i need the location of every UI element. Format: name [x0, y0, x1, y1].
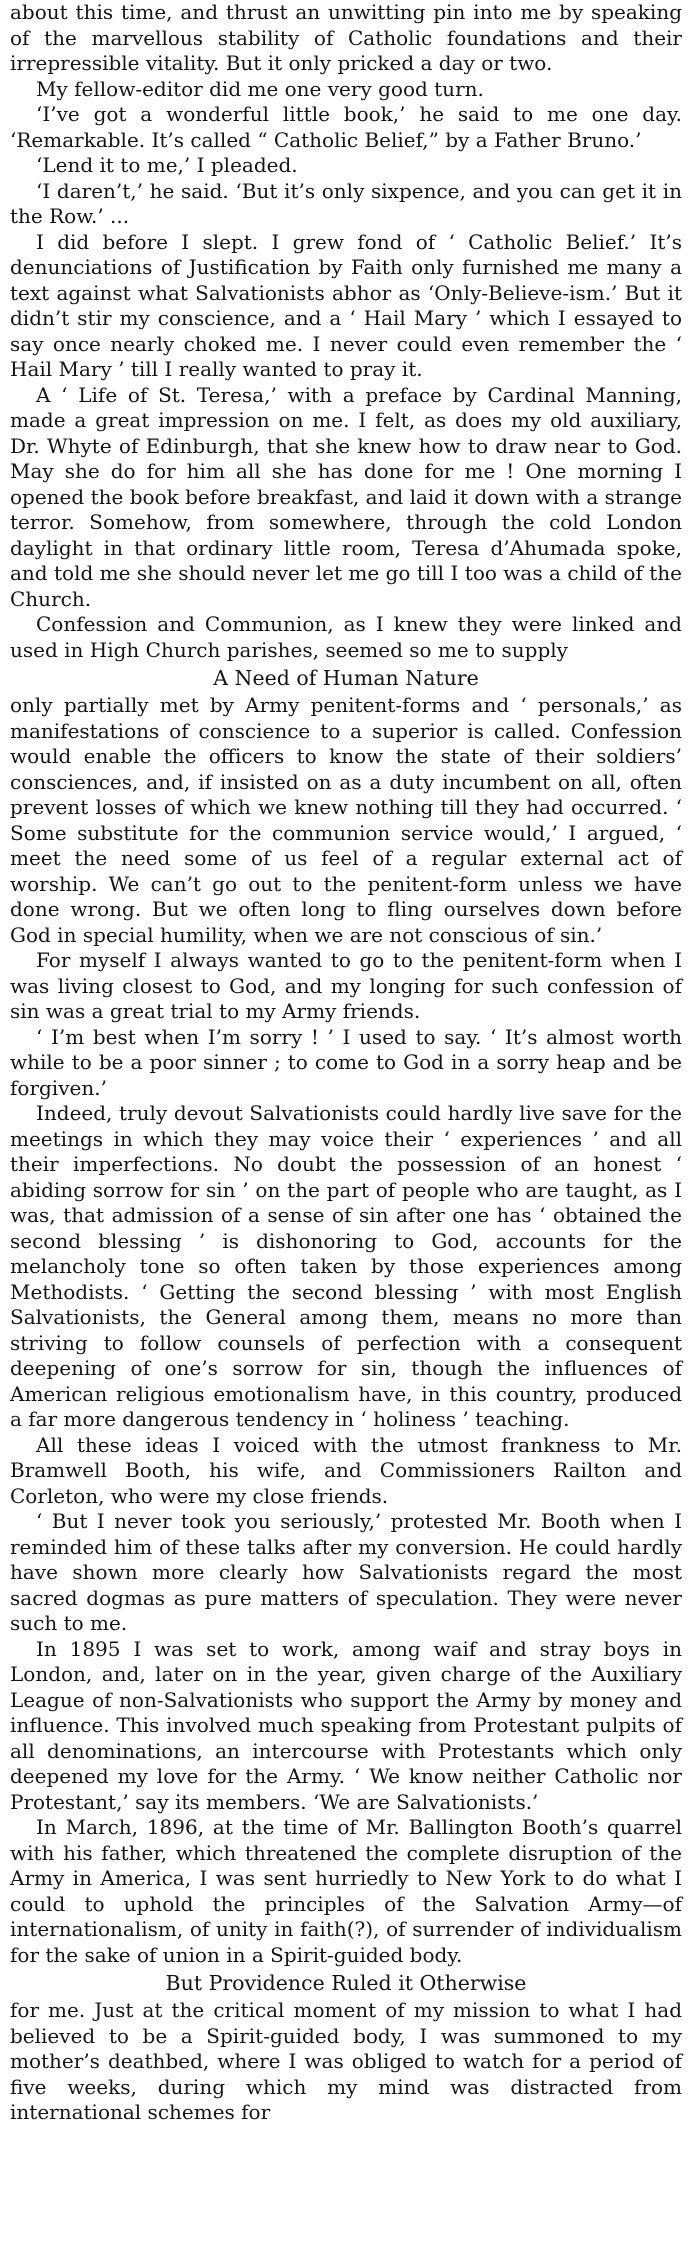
paragraph: Indeed, truly devout Salvationists could hardly live save for the meetings in which they may voice their ‘ experiences ’ and all their imperfections. No doubt the possession of an honest ‘ abiding sorrow for sin ’ on the part of people who are taught, as I was, that admission of a sense of sin after one has ‘ obtained the second blessing ’ is dishonoring to God, accounts for the melancholy tone so often taken by those experiences among Methodists. ‘ Getting the second blessing ’ with most English Salvationists, the General among them, means no more than striving to follow counsels of perfection with a consequent deepening of one’s sorrow for sin, though the influences of American religious emotionalism have, in this country, produced a far more dangerous tendency in ‘ holiness ’ teaching. — [10, 1101, 682, 1431]
paragraph: ‘ I’m best when I’m sorry ! ’ I used to say. ‘ It’s almost worth while to be a poor sinner ; to come to God in a sorry heap and be forgiven.’ — [10, 1024, 682, 1100]
paragraph: All these ideas I voiced with the utmost frankness to Mr. Bramwell Booth, his wife, and Commissioners Railton and Corleton, who were my close friends. — [10, 1432, 682, 1508]
section-heading: But Providence Ruled it Otherwise — [165, 1971, 527, 1995]
section-heading: A Need of Human Nature — [213, 666, 479, 690]
paragraph: ‘I daren’t,’ he said. ‘But it’s only sixpence, and you can get it in the Row.’ ... — [10, 178, 682, 228]
article-column — [10, 0, 682, 2126]
paragraph: ‘ But I never took you seriously,’ protested Mr. Booth when I reminded him of these talks after my conversion. He could hardly have shown more clearly how Salvationists regard the most sacred dogmas as pure matters of speculation. They were never such to me. — [10, 1509, 682, 1635]
paragraph: I did before I slept. I grew fond of ‘ Catholic Belief.’ It’s denunciations of Justification by Faith only furnished me many a text against what Salvationists abhor as ‘Only-Believe-ism.’ But it didn’t stir my conscience, and a ‘ Hail Mary ’ which I essayed to say once nearly choked me. I never could even remember the ‘ Hail Mary ’ till I really wanted to pray it. — [10, 229, 682, 381]
paragraph: In March, 1896, at the time of Mr. Ballington Booth’s quarrel with his father, which threatened the complete disruption of the Army in America, I was sent hurriedly to New York to do what I could to uphold the principles of the Salvation Army—of internationalism, of unity in faith(?), of surrender of individualism for the sake of union in a Spirit-guided body. — [10, 1815, 682, 1967]
paragraph: for me. Just at the critical moment of my mission to what I had believed to be a Spirit-guided body, I was summoned to my mother’s deathbed, where I was obliged to watch for a period of five weeks, during which my mind was distracted from international schemes for — [10, 1998, 682, 2124]
paragraph: about this time, and thrust an unwitting pin into me by speaking of the marvellous stability of Catholic foundations and their irrepressible vitality. But it only pricked a day or two. — [10, 0, 682, 75]
paragraph: ‘Lend it to me,’ I pleaded. — [36, 153, 298, 177]
paragraph: My fellow-editor did me one very good turn. — [36, 76, 484, 101]
paragraph: only partially met by Army penitent-forms and ‘ personals,’ as manifestations of conscience to a superior is called. Confession would enable the officers to know the state of their soldiers’ consciences, and, if insisted on as a duty incumbent on all, often prevent losses of which we knew nothing till they had occurred. ‘ Some substitute for the communion service would,’ I argued, ‘ meet the need some of us feel of a regular external act of worship. We can’t go out to the penitent-form unless we have done wrong. But we often long to fling ourselves down before God in special humility, when we are not conscious of sin.’ — [10, 693, 682, 947]
paragraph: Confession and Communion, as I knew they were linked and used in High Church parishes, seemed so me to supply — [10, 612, 682, 662]
paragraph: For myself I always wanted to go to the penitent-form when I was living closest to God, and my longing for such confession of sin was a great trial to my Army friends. — [10, 948, 682, 1023]
paragraph: ‘I’ve got a wonderful little book,’ he said to me one day. ‘Remarkable. It’s called “ Catholic Belief,” by a Father Bruno.’ — [10, 102, 682, 152]
paragraph: A ‘ Life of St. Teresa,’ with a preface by Cardinal Manning, made a great impression on me. I felt, as does my old auxiliary, Dr. Whyte of Edinburgh, that she knew how to draw near to God. May she do for him all she has done for me ! One morning I opened the book before breakfast, and laid it down with a strange terror. Somehow, from somewhere, through the cold London daylight in that ordinary little room, Teresa d’Ahumada spoke, and told me she should never let me go till I too was a child of the Church. — [10, 382, 682, 611]
paragraph: In 1895 I was set to work, among waif and stray boys in London, and, later on in the year, given charge of the Auxiliary League of non-Salvationists who support the Army by money and influence. This involved much speaking from Protestant pulpits of all denominations, an intercourse with Protestants which only deepened my love for the Army. ‘ We know neither Catholic nor Protestant,’ say its members. ‘We are Salvationists.’ — [10, 1636, 682, 1814]
